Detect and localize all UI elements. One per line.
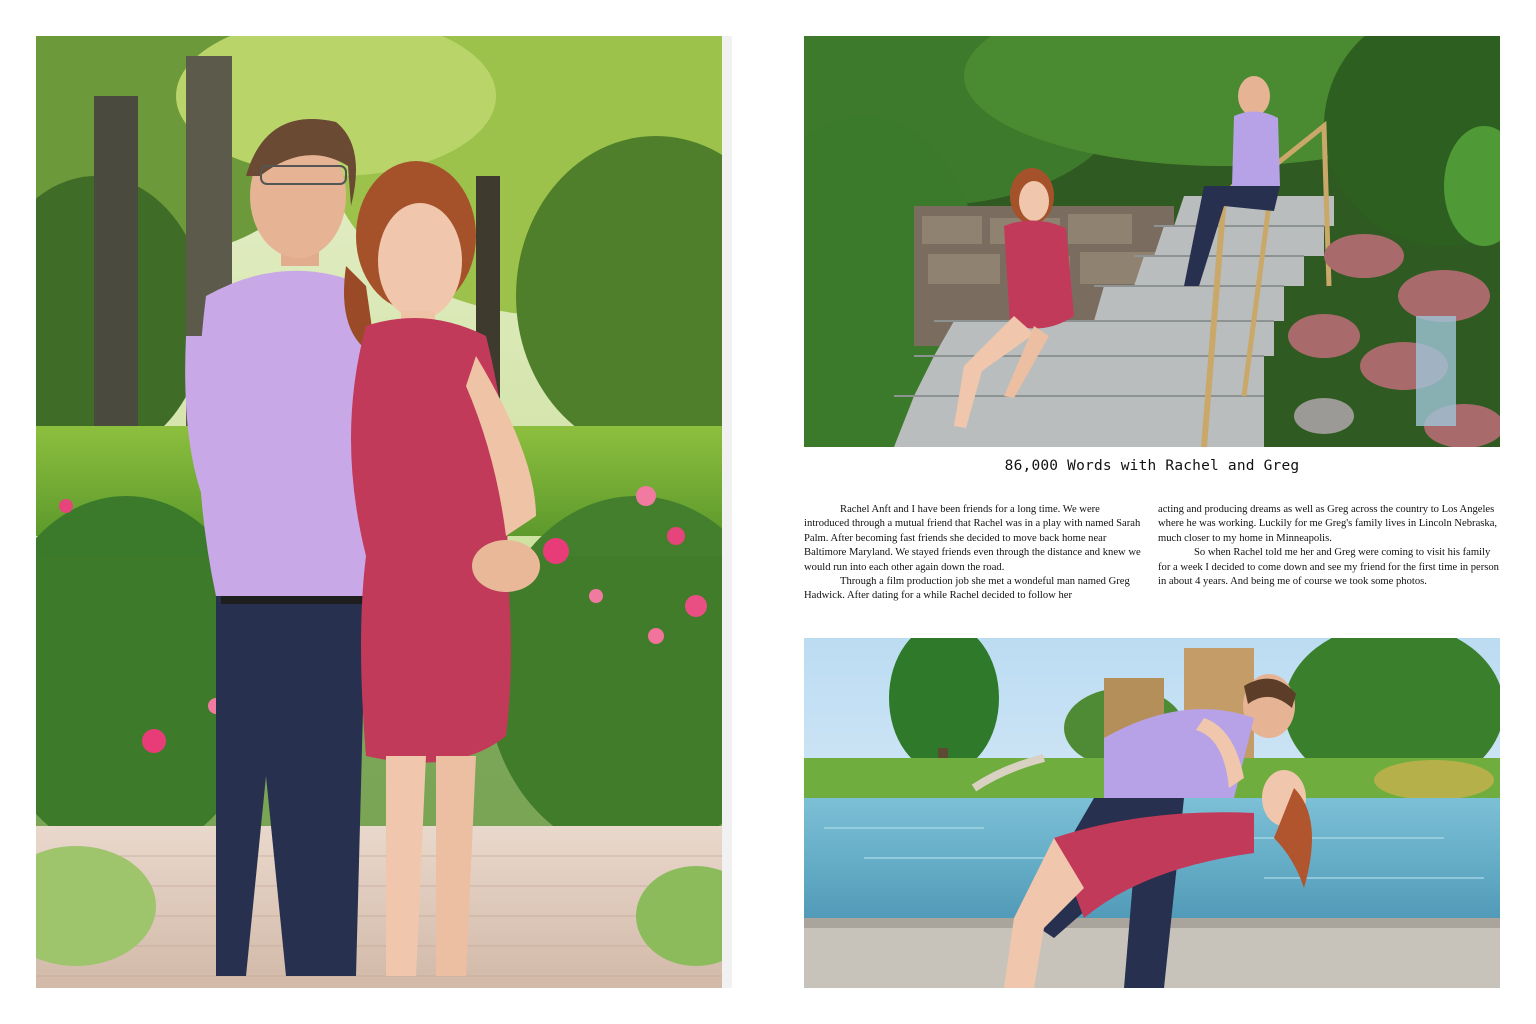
article-paragraph: acting and producing dreams as well as Greg across the country to Los Angeles where he was working. Luckily for me Greg's family lives in Lincoln Nebraska, much closer to my home in Minneapolis.: [1158, 504, 1498, 544]
article-paragraph: Through a film production job she met a wondeful man named Greg Hadwick. After dating for a while Rachel decided to follow her: [804, 576, 1130, 602]
article-column-2: [1158, 503, 1500, 604]
article-column-1: [804, 503, 1146, 604]
photo-couple-embrace-garden: [36, 36, 722, 988]
photo-couple-garden-steps: [804, 36, 1500, 447]
photo-couple-embrace-garden-image: [36, 36, 722, 988]
photo-couple-garden-steps-image: [804, 36, 1500, 447]
article-paragraph: Rachel Anft and I have been friends for a long time. We were introduced through a mutual friend that Rachel was in a play with named Sarah Palm. After becoming fast friends she decided to move back home near Baltimore Maryland. We stayed friends even through the distance and knew we would run into each other again down the road.: [804, 504, 1141, 573]
page-gutter-strip: [722, 36, 732, 988]
article-paragraph: So when Rachel told me her and Greg were coming to visit his family for a week I decided to come down and see my friend for the first time in person in about 4 years. And being me of course we took some photos.: [1158, 547, 1499, 588]
article-title: 86,000 Words with Rachel and Greg: [1004, 458, 1300, 474]
article-body: [804, 503, 1500, 604]
photo-couple-dip-fountain-image: [804, 638, 1500, 988]
photo-couple-dip-fountain: [804, 638, 1500, 988]
